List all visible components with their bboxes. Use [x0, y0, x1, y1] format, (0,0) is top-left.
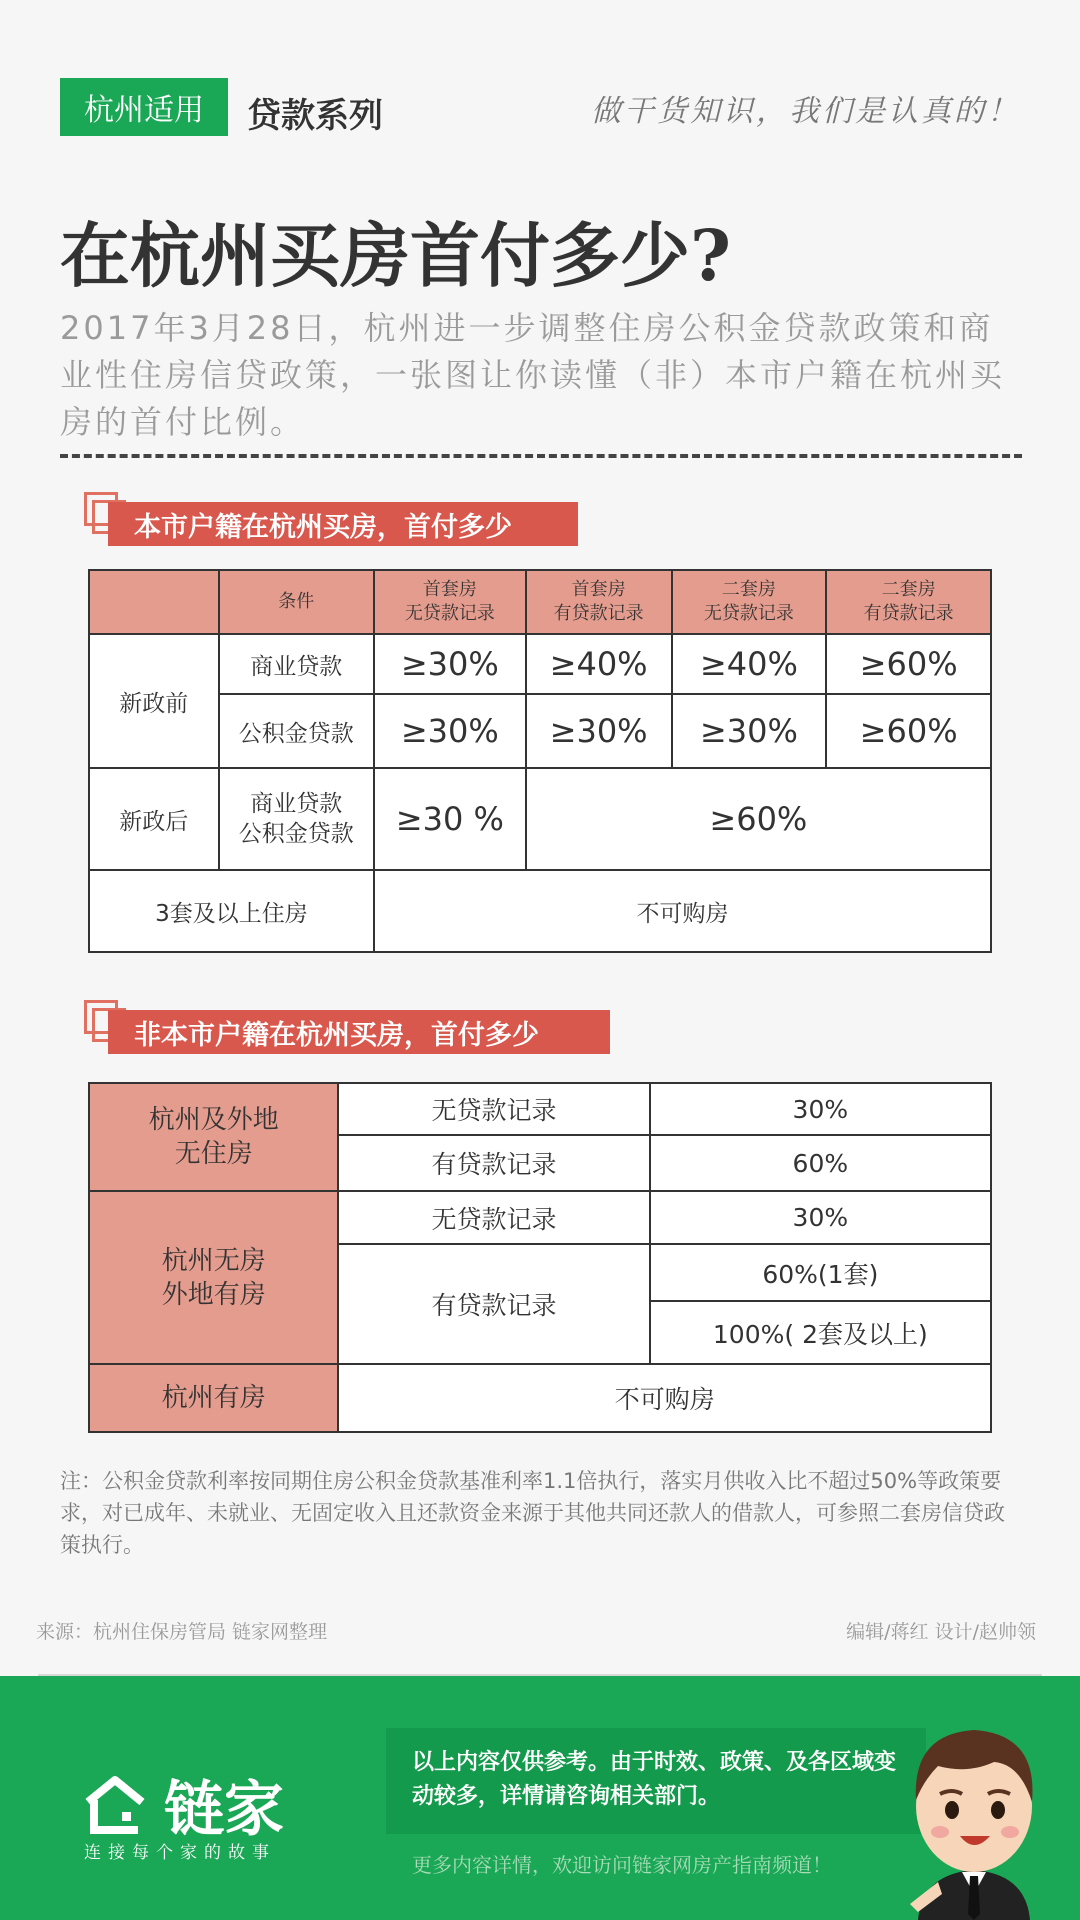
footnote: 注：公积金贷款利率按同期住房公积金贷款基准利率1.1倍执行，落实月供收入比不超过50%等政策要求，对已成年、未就业、无固定收入且还款资金来源于其他共同还款人的借款人，可参照二套房信贷政策执行。 [60, 1469, 1005, 1557]
table-cell: 60%(1套) [650, 1244, 991, 1301]
after-policy-label: 新政后 [89, 768, 219, 870]
page-title: 在杭州买房首付多少? [60, 214, 732, 297]
loan-type-label: 公积金贷款 [219, 694, 374, 768]
record-label: 有贷款记录 [338, 1135, 649, 1191]
table-cell: ≥30% [374, 634, 526, 694]
disclaimer: 以上内容仅供参考。由于时效、政策、及各区域变动较多，详情请咨询相关部门。 [386, 1728, 926, 1834]
table-cell: ≥30% [672, 694, 827, 768]
table-header: 条件 [219, 570, 374, 634]
more-info-text: 更多内容详情，欢迎访问链家网房产指南频道！ [412, 1853, 832, 1877]
local-resident-table [88, 569, 992, 953]
group-label: 杭州有房 [89, 1364, 338, 1432]
table-header: 首套房 无贷款记录 [374, 570, 526, 634]
brand-name: 链家 [164, 1775, 284, 1845]
loan-type-label: 商业贷款 [219, 634, 374, 694]
brand-logo [82, 1762, 284, 1848]
house-icon [82, 1774, 148, 1836]
record-label: 无贷款记录 [338, 1191, 649, 1244]
table-cell: ≥40% [526, 634, 672, 694]
table-cell: ≥60% [826, 634, 991, 694]
record-label: 无贷款记录 [338, 1083, 649, 1135]
table-cell: ≥40% [672, 634, 827, 694]
table-cell: 30% [650, 1083, 991, 1135]
table-cell: ≥30 % [374, 768, 526, 870]
table-header: 二套房 无贷款记录 [672, 570, 827, 634]
mascot-icon [898, 1714, 1050, 1920]
table-cell: 不可购房 [374, 870, 991, 952]
dashed-divider [60, 454, 1022, 458]
before-policy-label: 新政前 [89, 634, 219, 768]
table-cell: ≥60% [826, 694, 991, 768]
table-cell: ≥30% [526, 694, 672, 768]
group-label: 杭州及外地 无住房 [89, 1083, 338, 1191]
table-cell: 不可购房 [338, 1364, 991, 1432]
table-cell: ≥60% [526, 768, 991, 870]
group-label: 杭州无房 外地有房 [89, 1191, 338, 1364]
footer [0, 1676, 1080, 1920]
series-name: 贷款系列 [247, 96, 383, 136]
table-header: 二套房 有贷款记录 [826, 570, 991, 634]
record-label: 有贷款记录 [338, 1244, 649, 1364]
table-header: 首套房 有贷款记录 [526, 570, 672, 634]
nonlocal-resident-table [88, 1082, 992, 1433]
table-cell: 30% [650, 1191, 991, 1244]
slogan: 做干货知识，我们是认真的！ [591, 94, 1020, 129]
third-home-label: 3套及以上住房 [89, 870, 374, 952]
table-cell: 100%( 2套及以上) [650, 1301, 991, 1364]
section2-title: 非本市户籍在杭州买房，首付多少 [108, 1010, 610, 1054]
series-tag: 杭州适用 [60, 78, 228, 136]
table-cell: 60% [650, 1135, 991, 1191]
brand-slogan: 连接每个家的故事 [84, 1843, 276, 1863]
credit-text: 编辑/蒋红 设计/赵帅领 [846, 1621, 1036, 1643]
source-text: 来源：杭州住保房管局 链家网整理 [36, 1621, 328, 1643]
intro-text: 2017年3月28日，杭州进一步调整住房公积金贷款政策和商业性住房信贷政策，一张图让你读懂（非）本市户籍在杭州买房的首付比例。 [60, 309, 1006, 441]
loan-type-label: 商业贷款 公积金贷款 [219, 768, 374, 870]
table-cell: ≥30% [374, 694, 526, 768]
section1-title: 本市户籍在杭州买房，首付多少 [108, 502, 578, 546]
table-header-empty [89, 570, 219, 634]
